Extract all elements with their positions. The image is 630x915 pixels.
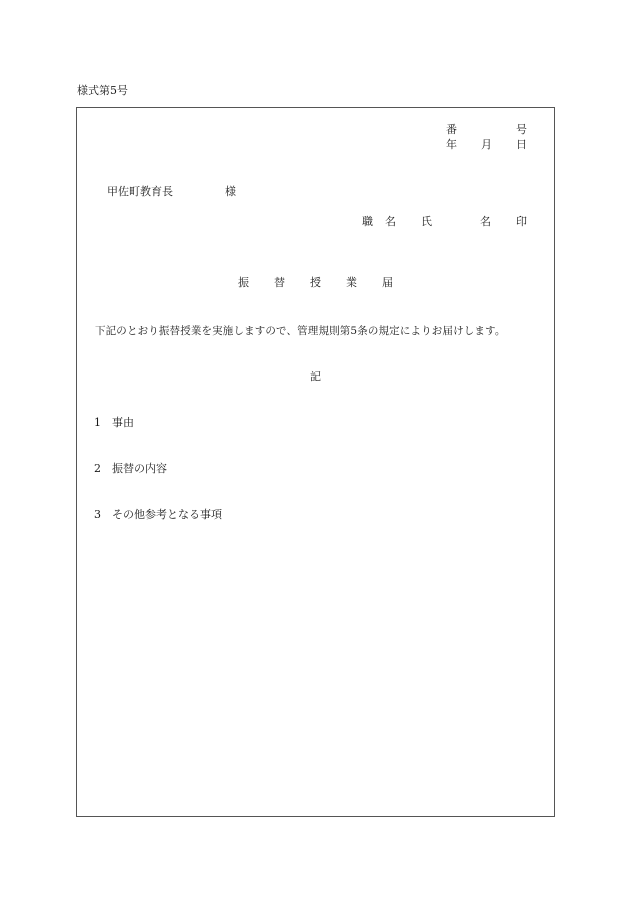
item-1-number: 1 bbox=[94, 416, 101, 429]
number-label-1: 番 bbox=[446, 123, 457, 136]
position-label-1: 職 bbox=[362, 215, 373, 228]
addressee-name: 甲佐町教育長 bbox=[107, 185, 173, 198]
item-3-number: 3 bbox=[94, 508, 101, 521]
number-label-2: 号 bbox=[516, 123, 527, 136]
form-number: 様式第5号 bbox=[77, 84, 128, 97]
body-text: 下記のとおり振替授業を実施しますので、管理規則第5条の規定によりお届けします。 bbox=[95, 325, 506, 337]
addressee-honorific: 様 bbox=[225, 185, 236, 198]
position-label-2: 名 bbox=[385, 215, 396, 228]
item-2-label: 振替の内容 bbox=[112, 462, 167, 475]
ki-label: 記 bbox=[310, 370, 321, 383]
title-char-4: 業 bbox=[346, 276, 357, 289]
date-year: 年 bbox=[446, 138, 457, 151]
title-char-3: 授 bbox=[310, 276, 321, 289]
date-month: 月 bbox=[481, 138, 492, 151]
title-char-5: 届 bbox=[382, 276, 393, 289]
name-label-2: 名 bbox=[480, 215, 491, 228]
date-day: 日 bbox=[516, 138, 527, 151]
item-2-number: 2 bbox=[94, 462, 101, 475]
item-1-label: 事由 bbox=[112, 416, 134, 429]
title-char-1: 振 bbox=[238, 276, 249, 289]
name-label-1: 氏 bbox=[421, 215, 432, 228]
title-char-2: 替 bbox=[274, 276, 285, 289]
seal-label: 印 bbox=[516, 215, 527, 228]
item-3-label: その他参考となる事項 bbox=[112, 508, 222, 521]
